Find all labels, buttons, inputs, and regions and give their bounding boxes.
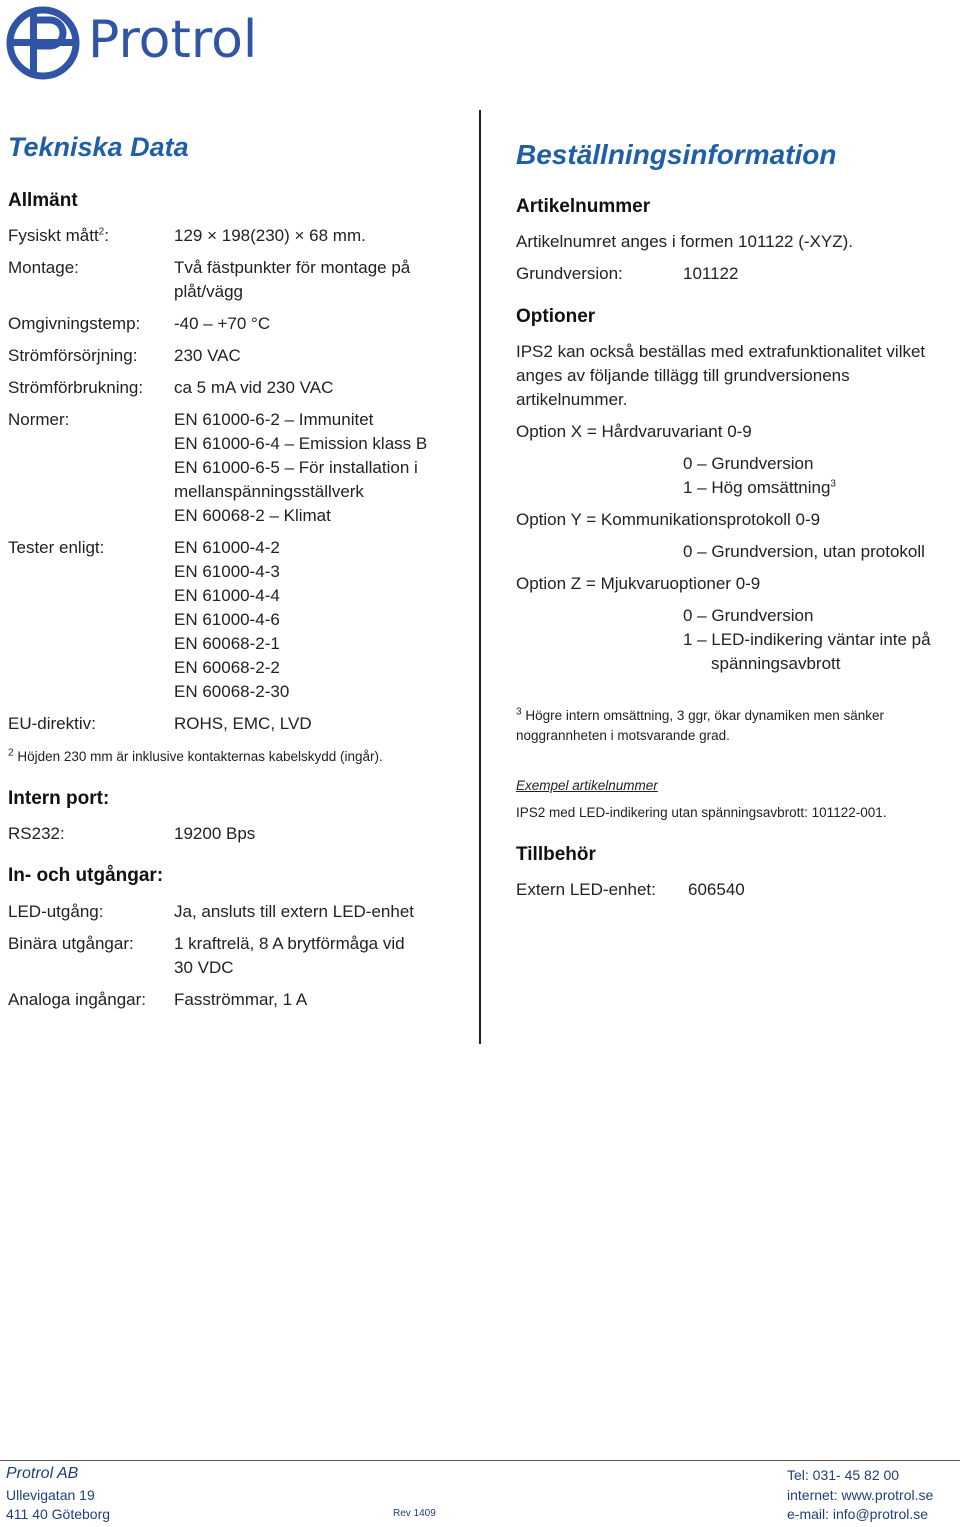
footer-rev: Rev 1409 xyxy=(393,1508,436,1519)
io-label-binary: Binära utgångar: xyxy=(8,934,134,953)
spec-value-consumption: ca 5 mA vid 230 VAC xyxy=(174,378,334,397)
option-y-item: 0 – Grundversion, utan protokoll xyxy=(683,542,925,561)
spec-value-standards xyxy=(174,408,427,528)
footnote-number: 2 xyxy=(8,747,14,759)
io-value-analog: Fasströmmar, 1 A xyxy=(174,990,308,1009)
section-article: Artikelnummer xyxy=(516,196,651,217)
spec-label-suffix: : xyxy=(104,226,109,245)
test-item: EN 60068-2-1 xyxy=(174,634,280,653)
io-value-led: Ja, ansluts till extern LED-enhet xyxy=(174,902,415,921)
footer-tel: Tel: 031- 45 82 00 xyxy=(787,1467,900,1483)
spec-value-eu: ROHS, EMC, LVD xyxy=(174,714,312,733)
spec-label-mounting: Montage: xyxy=(8,258,79,277)
footnote-number: 3 xyxy=(516,706,522,718)
standard-item: EN 61000-6-2 – Immunitet xyxy=(174,410,374,429)
intro-line: artikelnummer. xyxy=(516,390,628,409)
test-item: EN 61000-4-4 xyxy=(174,586,280,605)
spec-label-temp: Omgivningstemp: xyxy=(8,314,141,333)
option-x: Option X = Hårdvaruvariant 0-9 xyxy=(516,422,752,441)
base-label: Grundversion: xyxy=(516,264,623,283)
option-item: spänningsavbrott xyxy=(711,654,841,673)
right-title: Beställningsinformation xyxy=(516,139,837,170)
io-label-analog: Analoga ingångar: xyxy=(8,990,147,1009)
io-label-led: LED-utgång: xyxy=(8,902,104,921)
option-y: Option Y = Kommunikationsprotokoll 0-9 xyxy=(516,510,821,529)
section-intern-port: Intern port: xyxy=(8,788,110,809)
section-io: In- och utgångar: xyxy=(8,865,164,886)
spec-label-eu: EU-direktiv: xyxy=(8,714,96,733)
footnote-2 xyxy=(8,747,383,767)
spec-label-consumption: Strömförbrukning: xyxy=(8,378,144,397)
left-title: Tekniska Data xyxy=(8,132,189,162)
footnote-text: Högre intern omsättning, 3 ggr, ökar dynamiken men sänker xyxy=(525,708,885,723)
article-text: Artikelnumret anges i formen 101122 (-XYZ). xyxy=(516,232,853,251)
section-general: Allmänt xyxy=(8,190,78,211)
section-accessories: Tillbehör xyxy=(516,844,596,865)
accessory-label: Extern LED-enhet: xyxy=(516,880,656,899)
spec-value-tests xyxy=(174,536,289,704)
option-item: 0 – Grundversion xyxy=(683,606,814,625)
spec-value-dimensions: 129 × 198(230) × 68 mm. xyxy=(174,226,366,245)
spec-value-supply: 230 VAC xyxy=(174,346,241,365)
test-item: EN 61000-4-3 xyxy=(174,562,280,581)
spec-value-temp: -40 – +70 °C xyxy=(174,314,271,333)
options-intro xyxy=(516,340,925,412)
footer-street: Ullevigatan 19 xyxy=(6,1487,95,1503)
example-text: IPS2 med LED-indikering utan spänningsavbrott: 101122-001. xyxy=(516,805,887,820)
footer-web[interactable]: internet: www.protrol.se xyxy=(787,1487,934,1503)
footer-rule xyxy=(0,1460,960,1461)
spec-value-mounting-2: plåt/vägg xyxy=(174,282,243,301)
footer-city: 411 40 Göteborg xyxy=(6,1506,111,1522)
standard-item: EN 61000-6-4 – Emission klass B xyxy=(174,434,428,453)
spec-label-tests: Tester enligt: xyxy=(8,538,105,557)
option-z: Option Z = Mjukvaruoptioner 0-9 xyxy=(516,574,761,593)
standard-item: mellanspänningsställverk xyxy=(174,482,364,501)
footnote-text: noggrannheten i motsvarande grad. xyxy=(516,728,730,743)
intro-line: anges av följande tillägg till grundversionens xyxy=(516,366,850,385)
option-z-items xyxy=(683,604,931,676)
option-item: 0 – Grundversion xyxy=(683,454,814,473)
spec-value-mounting: Två fästpunkter för montage på xyxy=(174,258,411,277)
column-divider xyxy=(479,110,481,1044)
rs232-value: 19200 Bps xyxy=(174,824,256,843)
io-value-binary-2: 30 VDC xyxy=(174,958,234,977)
option-item: 1 – LED-indikering väntar inte på xyxy=(683,630,931,649)
spec-label: Fysiskt mått xyxy=(8,226,99,245)
accessory-value: 606540 xyxy=(688,880,745,899)
footnote-ref: 2 xyxy=(98,226,105,238)
test-item: EN 60068-2-30 xyxy=(174,682,290,701)
footnote-text: Höjden 230 mm är inklusive kontakternas kabelskydd (ingår). xyxy=(17,749,383,764)
intro-line: IPS2 kan också beställas med extrafunktionalitet vilket xyxy=(516,342,926,361)
test-item: EN 61000-4-2 xyxy=(174,538,280,557)
io-value-binary: 1 kraftrelä, 8 A brytförmåga vid xyxy=(174,934,405,953)
spec-row-dimensions xyxy=(8,224,109,248)
spec-label-supply: Strömförsörjning: xyxy=(8,346,138,365)
test-item: EN 60068-2-2 xyxy=(174,658,280,677)
footer-email[interactable]: e-mail: info@protrol.se xyxy=(787,1506,929,1522)
test-item: EN 61000-4-6 xyxy=(174,610,280,629)
logo-text: Protrol xyxy=(88,10,258,70)
standard-item: EN 60068-2 – Klimat xyxy=(174,506,331,525)
section-options: Optioner xyxy=(516,306,596,327)
spec-label-standards: Normer: xyxy=(8,410,70,429)
rs232-label: RS232: xyxy=(8,824,65,843)
option-x-items xyxy=(683,452,836,500)
footnote-ref: 3 xyxy=(830,478,836,490)
example-title: Exempel artikelnummer xyxy=(516,778,658,793)
base-value: 101122 xyxy=(683,264,739,283)
option-item: 1 – Hög omsättning$^3$ xyxy=(683,478,836,497)
footer-company: Protrol AB xyxy=(6,1465,79,1482)
footnote-3 xyxy=(516,706,884,746)
protrol-logo-icon xyxy=(6,6,80,80)
standard-item: EN 61000-6-5 – För installation i xyxy=(174,458,418,477)
